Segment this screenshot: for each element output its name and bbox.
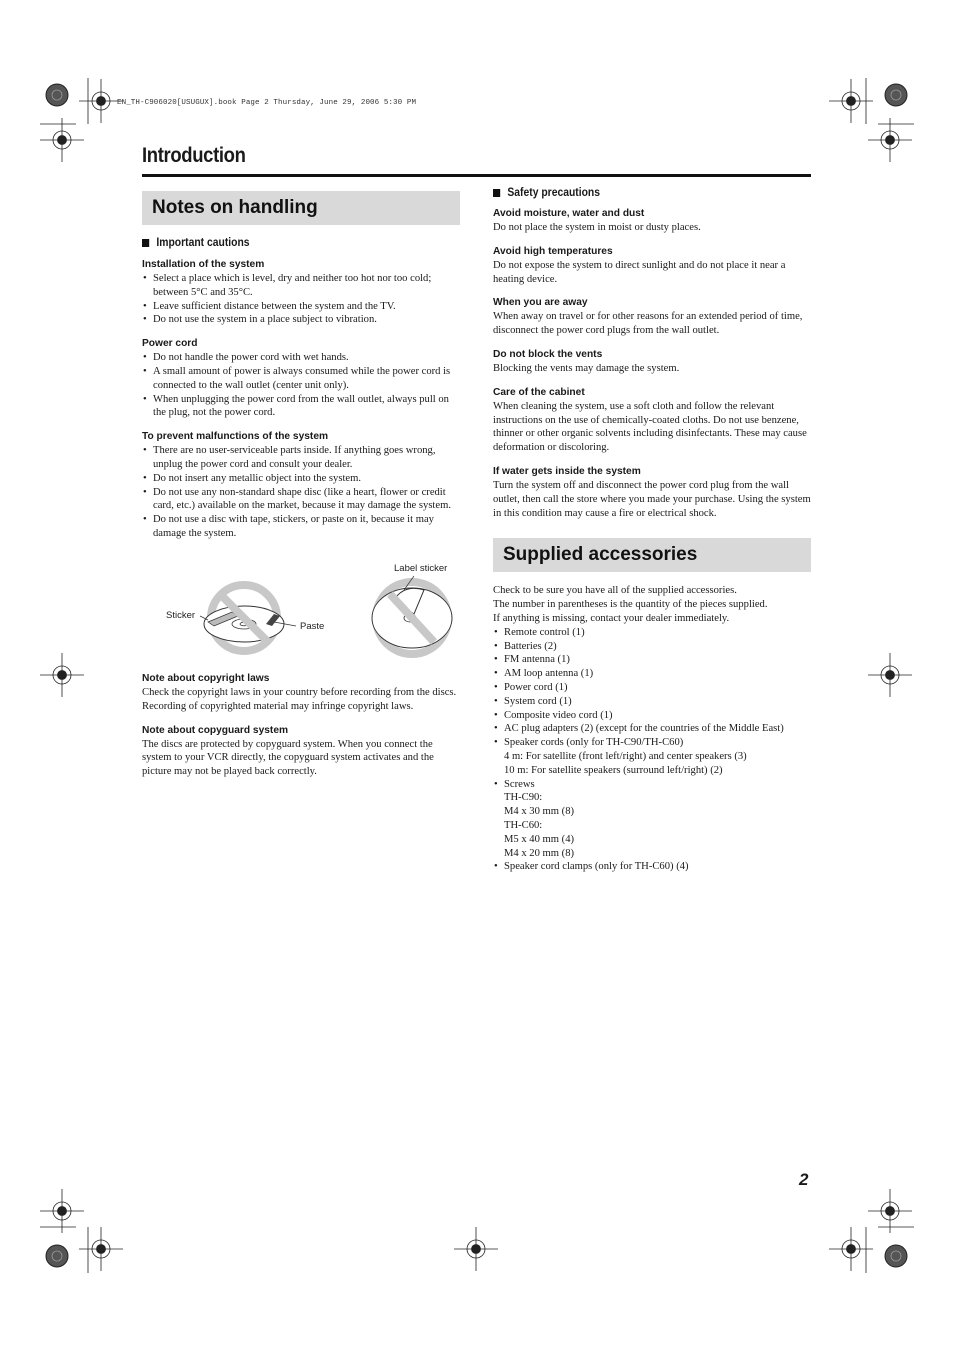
crosshair-mark-icon — [454, 1227, 498, 1271]
safety-item-text: Do not place the system in moist or dusty places. — [493, 222, 701, 233]
page-title: Introduction — [142, 144, 246, 167]
list-item-speaker-cords — [493, 736, 811, 777]
list-item: • Speaker cord clamps (only for TH-C60) (4) — [493, 860, 811, 874]
safety-item-heading: Do not block the vents — [493, 348, 603, 360]
list-item: • FM antenna (1) — [493, 653, 811, 667]
sticker-caption: Sticker — [166, 610, 196, 621]
speaker-cords-title: • Speaker cords (only for TH-C90/TH-C60) — [504, 737, 684, 749]
power-cord-list — [142, 351, 460, 420]
color-target-disc-icon — [885, 1245, 907, 1267]
color-target-disc-icon — [46, 84, 68, 106]
list-item: • Leave sufficient distance between the system and the TV. — [142, 300, 460, 314]
list-item: • There are no user-serviceable parts inside. If anything goes wrong, unplug the power cord and consult your dealer. — [142, 444, 460, 472]
safety-item-heading: Care of the cabinet — [493, 386, 585, 398]
copyright-text: Check the copyright laws in your country before recording from the discs. Recording of copyrighted material may infringe copyright laws. — [142, 687, 457, 712]
paste-caption: Paste — [300, 621, 325, 632]
safety-item-text: When away on travel or for other reasons for an extended period of time, disconnect the power cord plugs from the wall outlet. — [493, 311, 803, 337]
installation-list — [142, 272, 460, 327]
list-item: • When unplugging the power cord from the wall outlet, always pull on the plug, not the power cord. — [142, 393, 460, 421]
power-cord-heading: Power cord — [142, 338, 198, 350]
list-item: • Do not use any non-standard shape disc (like a heart, flower or credit card, etc.) available on the market, because it may damage the system. — [142, 486, 460, 514]
disc-caution-figure — [142, 560, 460, 665]
list-item: • Batteries (2) — [493, 640, 811, 654]
safety-item-heading: If water gets inside the system — [493, 465, 641, 477]
safety-item-heading: When you are away — [493, 297, 588, 309]
list-item-screws — [493, 778, 811, 861]
crosshair-mark-icon — [40, 1189, 84, 1233]
installation-heading: Installation of the system — [142, 259, 265, 270]
important-cautions-heading: Important cautions — [142, 237, 428, 249]
crosshair-mark-icon — [829, 1227, 873, 1271]
supplied-accessories-heading: Supplied accessories — [493, 538, 811, 572]
screws-title: • Screws — [504, 778, 535, 790]
label-sticker-disc-icon — [372, 576, 452, 654]
safety-precautions-heading: Safety precautions — [493, 187, 779, 199]
square-bullet-icon — [493, 189, 500, 197]
title-rule — [142, 174, 811, 177]
malfunctions-heading: To prevent malfunctions of the system — [142, 431, 329, 443]
list-item: • Composite video cord (1) — [493, 709, 811, 723]
safety-item-heading: Avoid high temperatures — [493, 245, 613, 257]
intro-line: The number in parentheses is the quantity of the pieces supplied. — [493, 599, 768, 611]
copyguard-text: The discs are protected by copyguard system. When you connect the system to your VCR directly, the copyguard system activates and the picture may not be played back correctly. — [142, 738, 434, 778]
crosshair-mark-icon — [868, 653, 912, 697]
crosshair-mark-icon — [868, 118, 912, 162]
intro-line: Check to be sure you have all of the supplied accessories. — [493, 585, 737, 597]
intro-line: If anything is missing, contact your dealer immediately. — [493, 612, 730, 624]
accessories-intro — [493, 584, 811, 625]
square-bullet-icon — [142, 239, 149, 247]
list-item: • Power cord (1) — [493, 681, 811, 695]
safety-item-text: Blocking the vents may damage the system. — [493, 362, 680, 374]
copyright-block — [142, 662, 460, 779]
crosshair-mark-icon — [40, 118, 84, 162]
list-item: • Remote control (1) — [493, 626, 811, 640]
left-column — [142, 191, 460, 541]
screws-line: TH-C90: — [504, 792, 543, 804]
screws-line: M4 x 30 mm (8) — [504, 806, 575, 818]
speaker-cords-line: 10 m: For satellite speakers (surround left/right) (2) — [504, 764, 723, 776]
color-target-disc-icon — [885, 84, 907, 106]
list-item: • A small amount of power is always consumed while the power cord is connected to the wall outlet (center unit only). — [142, 365, 460, 393]
copyguard-heading: Note about copyguard system — [142, 724, 289, 736]
screws-line: TH-C60: — [504, 819, 543, 831]
list-item: • Do not use a disc with tape, stickers, or paste on it, because it may damage the system. — [142, 513, 460, 541]
safety-item-text: Turn the system off and disconnect the power cord plug from the wall outlet, then call the store where you made your purchase. Using the system in this condition may cause a fire or electrical shock. — [493, 479, 811, 519]
notes-on-handling-heading: Notes on handling — [142, 191, 460, 225]
list-item: • Select a place which is level, dry and neither too hot nor too cold; between 5°C and 35°C. — [142, 272, 460, 300]
list-item: • Do not handle the power cord with wet hands. — [142, 351, 460, 365]
list-item: • System cord (1) — [493, 695, 811, 709]
crosshair-mark-icon — [829, 79, 873, 123]
list-item: • AM loop antenna (1) — [493, 667, 811, 681]
malfunctions-list — [142, 444, 460, 541]
crosshair-mark-icon — [868, 1189, 912, 1233]
print-header: EN_TH-C906020[USUGUX].book Page 2 Thursday, June 29, 2006 5:30 PM — [117, 99, 417, 107]
color-target-disc-icon — [46, 1245, 68, 1267]
speaker-cords-line: 4 m: For satellite (front left/right) and center speakers (3) — [504, 750, 747, 762]
sticker-disc-icon — [200, 585, 296, 651]
screws-line: M4 x 20 mm (8) — [504, 847, 575, 859]
list-item: • Do not insert any metallic object into the system. — [142, 472, 460, 486]
page-number: 2 — [799, 1170, 809, 1189]
accessories-list — [493, 626, 811, 874]
crosshair-mark-icon — [40, 653, 84, 697]
list-item: • Do not use the system in a place subject to vibration. — [142, 313, 460, 327]
safety-item-heading: Avoid moisture, water and dust — [493, 208, 645, 219]
safety-item-text: Do not expose the system to direct sunlight and do not place it near a heating device. — [493, 259, 786, 285]
screws-line: M5 x 40 mm (4) — [504, 833, 575, 845]
copyright-heading: Note about copyright laws — [142, 673, 270, 684]
safety-item-text: When cleaning the system, use a soft cloth and follow the relevant instructions on the use of chemically-coated cloths. Do not use benzene, thinner or other organic solvents including disinfectants. These may cause deformation or discoloring. — [493, 400, 807, 454]
list-item: • AC plug adapters (2) (except for the countries of the Middle East) — [493, 722, 811, 736]
label-sticker-caption: Label sticker — [394, 563, 448, 574]
right-column — [493, 187, 811, 874]
crosshair-mark-icon — [79, 1227, 123, 1271]
